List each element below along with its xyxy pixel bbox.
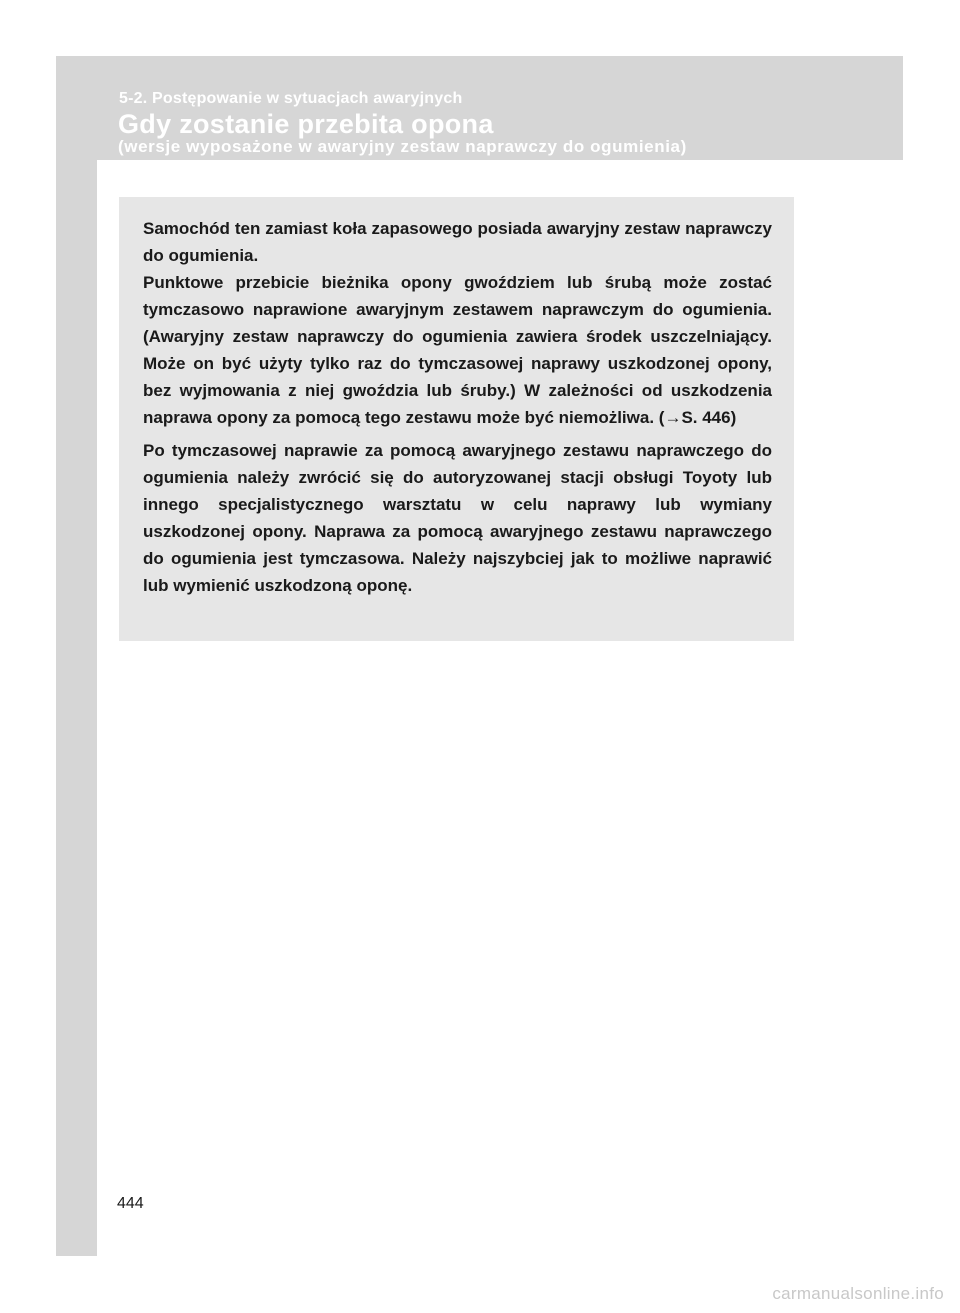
info-paragraph-3: Po tymczasowej naprawie za pomocą awaryjnego zestawu naprawczego do ogumienia należy zwrócić się do autoryzowanej stacji obsługi Toyoty lub innego specjalistycznego warsztatu w celu naprawy lub wymiany uszkodzonej opony. Naprawa za pomocą awaryjnego zestawu naprawczego do ogumienia jest tymczasowa. Należy najszybciej jak to możliwe naprawić lub wymienić uszkodzoną oponę. (143, 441, 772, 595)
page-number: 444 (117, 1195, 144, 1212)
page-subtitle: (wersje wyposażone w awaryjny zestaw naprawczy do ogumienia) (118, 137, 687, 156)
section-label: 5-2. Postępowanie w sytuacjach awaryjnych (119, 90, 463, 107)
side-band (56, 56, 97, 1256)
info-box (119, 197, 794, 641)
watermark: carmanualsonline.info (772, 1284, 944, 1303)
info-paragraph-2: Punktowe przebicie bieżnika opony gwoździem lub śrubą może zostać tymczasowo naprawione awaryjnym zestawem naprawczym do ogumienia. (Awaryjny zestaw naprawczy do ogumienia zawiera środek uszczelniający. Może on być użyty tylko raz do tymczasowej naprawy uszkodzonej opony, bez wyjmowania z niej gwoździa lub śruby.) W zależności od uszkodzenia naprawa opony za pomocą tego zestawu może być niemożliwa. (→S. 446) (143, 273, 772, 427)
page-title: Gdy zostanie przebita opona (118, 109, 494, 139)
info-paragraph-1: Samochód ten zamiast koła zapasowego posiada awaryjny zestaw naprawczy do ogumienia. (143, 219, 772, 265)
